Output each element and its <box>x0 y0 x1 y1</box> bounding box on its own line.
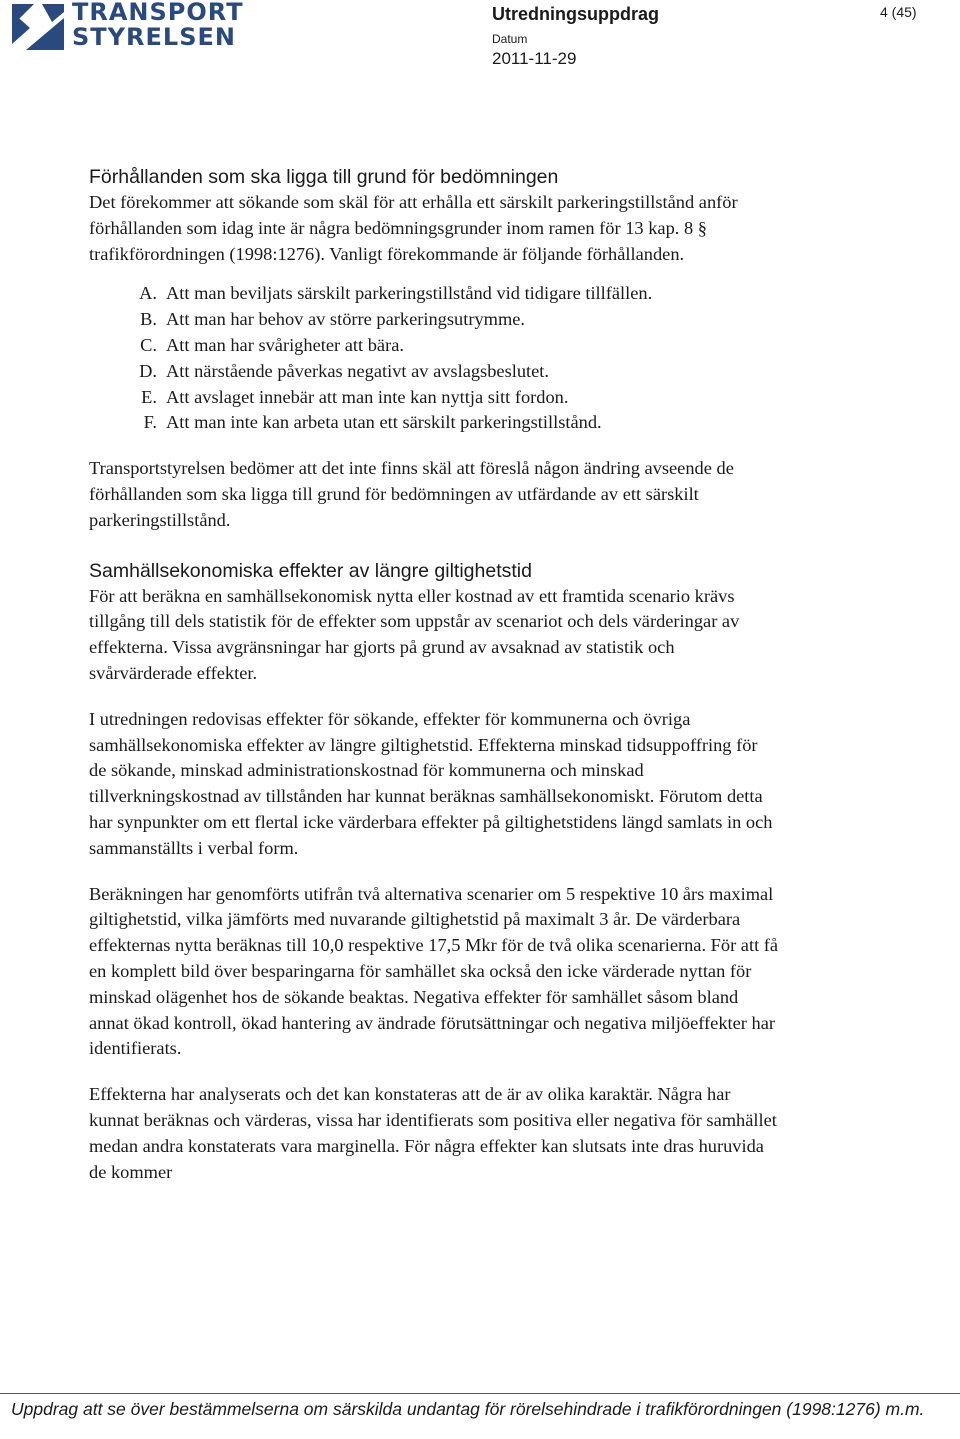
section-heading: Förhållanden som ska ligga till grund för bedömningen <box>89 166 559 188</box>
list-item-text: Att man inte kan arbeta utan ett särskilt parkeringstillstånd. <box>166 412 602 433</box>
list-item <box>119 385 779 411</box>
list-item <box>119 281 779 307</box>
list-letter: F. <box>143 412 157 433</box>
page-number: 4 (45) <box>880 4 917 20</box>
body-paragraph: För att beräkna en samhällsekonomisk nytta eller kostnad av ett framtida scenario krävs tillgång till dels statistik för de effekter som uppstår av scenariot och dels värderingar av effekterna. Vissa avgränsningar har gjorts på grund av avsaknad av statistik och svårvärderade effekter. <box>89 585 740 683</box>
document-body <box>89 164 779 1185</box>
body-paragraph: Transportstyrelsen bedömer att det inte finns skäl att föreslå någon ändring avseende de förhållanden som ska ligga till grund för bedömningen av utfärdande av ett särskilt parkeringstillstånd. <box>89 458 734 530</box>
list-item <box>119 359 779 385</box>
logo-mark-icon <box>12 4 64 50</box>
list-letter: A. <box>139 283 157 304</box>
date-label: Datum <box>492 32 528 46</box>
logo-wordmark <box>72 0 244 51</box>
body-paragraph: Det förekommer att sökande som skäl för att erhålla ett särskilt parkeringstillstånd anför förhållanden som idag inte är några bedömningsgrunder inom ramen för 13 kap. 8 § trafikförordningen (1998:1276). Vanligt förekommande är följande förhållanden. <box>89 192 738 264</box>
date-value: 2011-11-29 <box>492 49 577 68</box>
body-paragraph: Beräkningen har genomförts utifrån två alternativa scenarier om 5 respektive 10 års maximal giltighetstid, vilka jämförts med nuvarande giltighetstid på maximalt 3 år. De värderbara effekternas nytta beräknas till 10,0 respektive 17,5 Mkr för de två olika scenarierna. För att få en komplett bild över besparingarna för samhället ska också den icke värderade nyttan för minskad olägenhet hos de sökande beaktas. Negativa effekter för samhället såsom bland annat ökad kontroll, ökad hantering av ändrade förutsättningar och negativa miljöeffekter har identifierats. <box>89 883 779 1059</box>
list-letter: E. <box>141 386 157 407</box>
list-letter: B. <box>140 309 157 330</box>
list-item <box>119 410 779 436</box>
body-paragraph: I utredningen redovisas effekter för sökande, effekter för kommunerna och övriga samhällsekonomiska effekter av längre giltighetstid. Effekterna minskad tidsuppoffring för de sökande, minskad administrationskostnad för kommunerna och minskad tillverkningskostnad av tillstånden har kunnat beräknas samhällsekonomiskt. Förutom detta har synpunkter om ett flertal icke värderbara effekter på giltighetstidens längd samlats in och sammanställts i verbal form. <box>89 708 773 858</box>
logo-line-2: STYRELSEN <box>72 23 236 51</box>
body-paragraph: Effekterna har analyserats och det kan konstateras att de är av olika karaktär. Några har kunnat beräknas och värderas, vissa har identifierats som positiva eller negativa för samhället medan andra konstaterats vara marginella. För några effekter kan slutsats inte dras huruvida de kommer <box>89 1084 777 1182</box>
list-letter: C. <box>140 334 157 355</box>
section-assessment-conditions <box>89 164 779 534</box>
page-header <box>0 0 960 80</box>
list-item-text: Att man har behov av större parkeringsutrymme. <box>166 309 526 330</box>
page-footer: Uppdrag att se över bestämmelserna om särskilda undantag för rörelsehindrade i trafikförordningen (1998:1276) m.m. <box>11 1399 925 1419</box>
conditions-list <box>89 281 779 436</box>
list-item-text: Att avslaget innebär att man inte kan nyttja sitt fordon. <box>166 386 569 407</box>
document-type: Utredningsuppdrag <box>492 4 659 24</box>
list-item <box>119 307 779 333</box>
section-socioeconomic-effects <box>89 558 779 1186</box>
section-heading: Samhällsekonomiska effekter av längre giltighetstid <box>89 559 532 582</box>
list-item-text: Att man har svårigheter att bära. <box>166 334 404 355</box>
list-item-text: Att man beviljats särskilt parkeringstillstånd vid tidigare tillfällen. <box>166 283 653 304</box>
list-item <box>119 333 779 359</box>
transportstyrelsen-logo <box>12 0 244 54</box>
list-item-text: Att närstående påverkas negativt av avslagsbeslutet. <box>166 360 550 381</box>
footer-divider <box>0 1393 960 1394</box>
logo-line-1: TRANSPORT <box>72 0 244 26</box>
list-letter: D. <box>139 360 157 381</box>
